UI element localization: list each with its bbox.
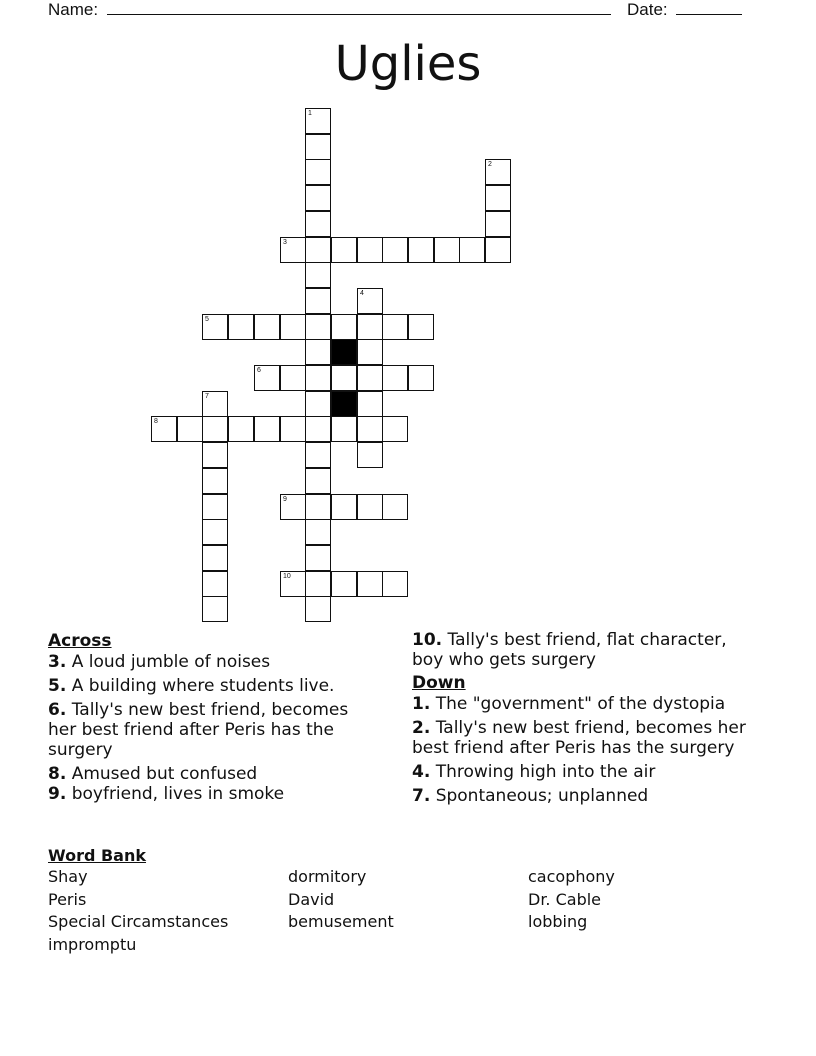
crossword-cell[interactable] [408,314,434,340]
crossword-cell[interactable] [331,237,357,263]
crossword-cell[interactable] [357,339,383,365]
word-bank-item: bemusement [288,912,394,931]
crossword-cell[interactable] [202,391,228,417]
crossword-cell[interactable] [280,571,306,597]
clue-number: 4 [360,290,364,297]
crossword-cell[interactable] [382,494,408,520]
crossword-cell[interactable] [254,314,280,340]
date-label: Date: [627,0,668,19]
crossword-cell[interactable] [305,134,331,160]
clue-across-5: 5. A building where students live. [48,676,335,696]
crossword-cell[interactable] [305,211,331,237]
crossword-block [331,391,357,417]
clues-right-column [412,630,762,806]
crossword-cell[interactable] [382,365,408,391]
crossword-cell[interactable] [305,365,331,391]
crossword-cell[interactable] [202,442,228,468]
clue-number: 3 [283,239,287,246]
word-bank-item: cacophony [528,867,615,886]
crossword-cell[interactable] [305,262,331,288]
crossword-cell[interactable] [485,185,511,211]
crossword-cell[interactable] [305,545,331,571]
across-heading: Across [48,631,112,651]
crossword-cell[interactable] [202,314,228,340]
crossword-cell[interactable] [305,237,331,263]
crossword-cell[interactable] [357,571,383,597]
crossword-cell[interactable] [357,494,383,520]
crossword-cell[interactable] [357,391,383,417]
crossword-cell[interactable] [382,314,408,340]
crossword-cell[interactable] [305,391,331,417]
clue-across-3: 3. A loud jumble of noises [48,652,271,672]
word-bank-item: dormitory [288,867,367,886]
crossword-cell[interactable] [280,314,306,340]
crossword-cell[interactable] [357,288,383,314]
word-bank-item: Dr. Cable [528,889,602,909]
word-bank-item: Peris [48,889,87,909]
clue-number: 6 [257,367,261,374]
word-bank-list [48,866,768,956]
crossword-cell[interactable] [305,339,331,365]
crossword-cell[interactable] [382,416,408,442]
crossword-cell[interactable] [331,365,357,391]
crossword-cell[interactable] [305,442,331,468]
crossword-cell[interactable] [459,237,485,263]
crossword-cell[interactable] [151,416,177,442]
down-heading: Down [412,673,466,693]
crossword-cell[interactable] [228,314,254,340]
crossword-block [331,339,357,365]
crossword-cell[interactable] [357,442,383,468]
name-label: Name: [48,0,99,19]
crossword-cell[interactable] [485,237,511,263]
crossword-cell[interactable] [331,571,357,597]
crossword-cell[interactable] [202,494,228,520]
clue-number: 5 [205,316,209,323]
clue-down-2: 2. Tally's new best friend, becomes her best friend after Peris has the surgery [412,718,746,758]
crossword-cell[interactable] [331,494,357,520]
crossword-cell[interactable] [228,416,254,442]
crossword-cell[interactable] [280,494,306,520]
clue-across-9: 9. boyfriend, lives in smoke [48,784,285,804]
clue-number: 8 [154,418,158,425]
crossword-cell[interactable] [408,365,434,391]
crossword-cell[interactable] [202,571,228,597]
word-bank-item: impromptu [48,934,137,954]
crossword-cell[interactable] [331,314,357,340]
page-title: Uglies [334,36,482,92]
clue-across-10: 10. Tally's best friend, flat character, boy who gets surgery [412,630,727,670]
word-bank-item: David [288,889,335,909]
crossword-cell[interactable] [485,159,511,185]
crossword-cell[interactable] [305,571,331,597]
crossword-cell[interactable] [202,545,228,571]
crossword-cell[interactable] [382,571,408,597]
crossword-cell[interactable] [357,416,383,442]
word-bank-item: Special Circamstances [48,912,229,931]
crossword-cell[interactable] [357,314,383,340]
crossword-cell[interactable] [305,416,331,442]
clues-left-column [48,630,378,804]
clue-number: 1 [308,110,312,117]
word-bank-item: Shay [48,867,88,886]
word-bank [48,846,768,956]
crossword-cell[interactable] [305,468,331,494]
crossword-cell[interactable] [305,185,331,211]
crossword-cell[interactable] [177,416,203,442]
word-bank-item: lobbing [528,912,588,931]
crossword-cell[interactable] [305,596,331,622]
crossword-cell[interactable] [305,159,331,185]
crossword-cell[interactable] [202,468,228,494]
clue-across-8: 8. Amused but confused [48,764,258,784]
crossword-cell[interactable] [254,365,280,391]
word-bank-heading: Word Bank [48,846,147,865]
crossword-cell[interactable] [357,365,383,391]
clue-number: 2 [488,161,492,168]
crossword-cell[interactable] [202,519,228,545]
clue-number: 7 [205,393,209,400]
crossword-cell[interactable] [280,365,306,391]
crossword-cell[interactable] [408,237,434,263]
crossword-cell[interactable] [382,237,408,263]
clue-number: 10 [283,573,291,580]
clue-number: 9 [283,496,287,503]
crossword-cell[interactable] [331,416,357,442]
crossword-cell[interactable] [254,416,280,442]
clue-down-7: 7. Spontaneous; unplanned [412,786,649,806]
crossword-cell[interactable] [305,494,331,520]
crossword-cell[interactable] [202,596,228,622]
crossword-cell[interactable] [280,237,306,263]
clue-down-4: 4. Throwing high into the air [412,762,656,782]
crossword-cell[interactable] [434,237,460,263]
crossword-cell[interactable] [357,237,383,263]
crossword-cell[interactable] [202,416,228,442]
clue-across-6: 6. Tally's new best friend, becomes her best friend after Peris has the surgery [48,700,349,760]
crossword-cell[interactable] [305,288,331,314]
crossword-cell[interactable] [305,108,331,134]
crossword-cell[interactable] [305,519,331,545]
crossword-cell[interactable] [280,416,306,442]
crossword-cell[interactable] [485,211,511,237]
clue-down-1: 1. The "government" of the dystopia [412,694,726,714]
crossword-cell[interactable] [305,314,331,340]
